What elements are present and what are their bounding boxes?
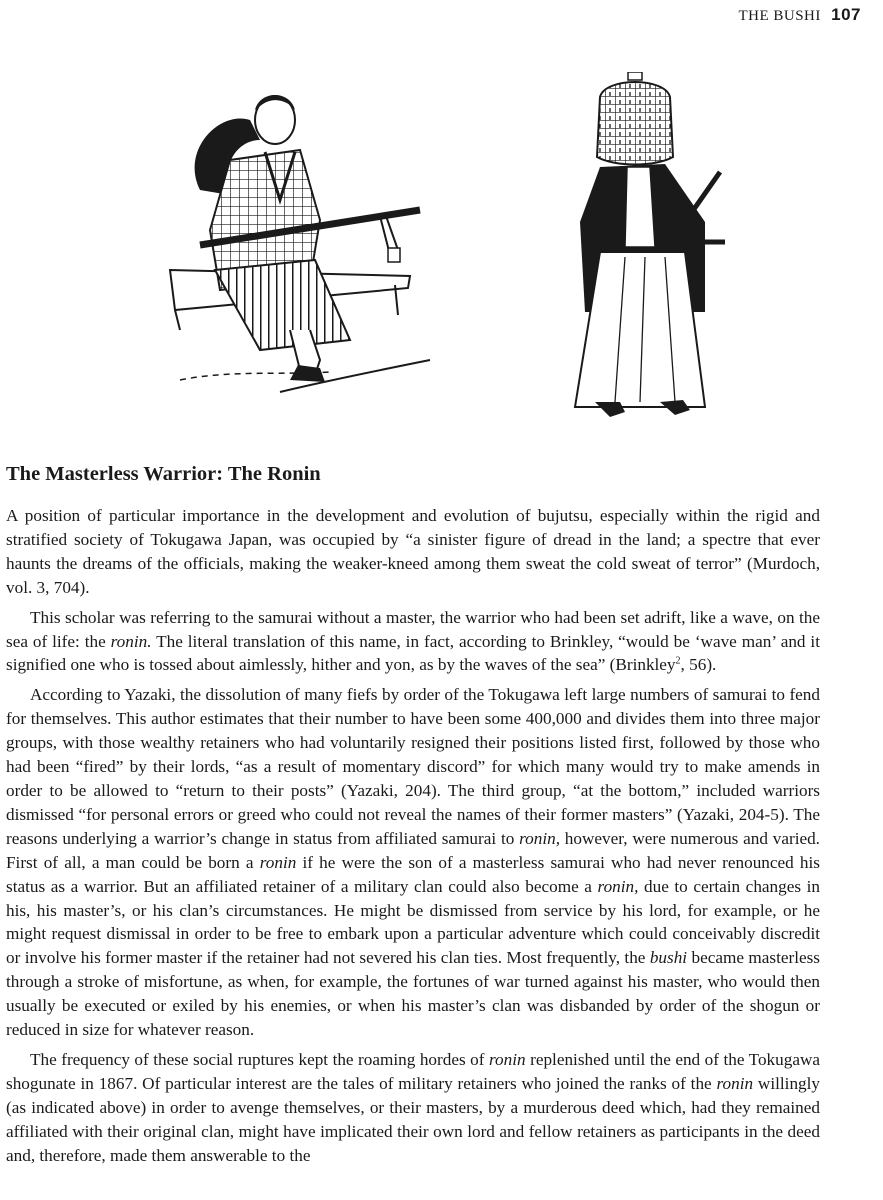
- page-number: 107: [831, 5, 861, 24]
- paragraph-3: According to Yazaki, the dissolution of many fiefs by order of the Tokugawa left large numbers of samurai to fend for themselves. This author estimates that their number to have been some 400,000 and divides them into three major groups, with those wealthy retainers who had voluntarily resigned their positions listed first, followed by those who had been “fired” by their lords, “as a result of momentary discord” for which many would try to make amends in order to be allowed to “return to their posts” (Yazaki, 204). The third group, “at the bottom,” included warriors dismissed “for personal errors or greed who could not reveal the names of their former masters” (Yazaki, 204-5). The reasons underlying a warrior’s change in status from affiliated samurai to ronin, however, were numerous and varied. First of all, a man could be born a ronin if he were the son of a masterless samurai who had never renounced his status as a warrior. But an affiliated retainer of a military clan could also become a ronin, due to certain changes in his, his master’s, or his clan’s circumstances. He might be dismissed from service by his lord, for example, or he might request dismissal in order to be free to embark upon a particular adventure which could conceivably discredit or involve his former master if the retainer had not severed his clan ties. Most frequently, the bushi became masterless through a stroke of misfortune, as when, for example, the fortunes of war turned against his master, who would then usually be executed or exiled by his enemies, or when his master’s clan was disbanded by order of the shogun or reduced in size for whatever reason.: [6, 685, 820, 1040]
- running-head: [738, 5, 861, 25]
- section-title: The Masterless Warrior: The Ronin: [6, 463, 321, 485]
- paragraph-2: This scholar was referring to the samurai without a master, the warrior who had been set adrift, like a wave, on the sea of life: the ronin. The literal translation of this name, in fact, according to Brinkley, “would be ‘wave man’ and it signified one who is tossed about aimlessly, hither and yon, as by the waves of the sea” (Brinkley$^2$, 56).: [6, 607, 820, 675]
- basket-hat-ronin-illustration: [555, 72, 745, 427]
- seated-samurai-illustration: [140, 80, 440, 410]
- paragraph-1: A position of particular importance in the development and evolution of bujutsu, especially within the rigid and stratified society of Tokugawa Japan, was occupied by “a sinister figure of dread in the land; a spectre that ever haunts the dreams of the officials, making the weaker-kneed among them sweat the cold sweat of terror” (Murdoch, vol. 3, 704).: [6, 506, 820, 597]
- running-title: THE BUSHI: [738, 8, 821, 24]
- body-text: [6, 504, 820, 1173]
- paragraph-4: The frequency of these social ruptures kept the roaming hordes of ronin replenished until the end of the Tokugawa shogunate in 1867. Of particular interest are the tales of military retainers who joined the ranks of the ronin willingly (as indicated above) in order to avenge themselves, or their masters, by a murderous deed which, had they remained affiliated with their original clan, might have implicated their own lord and fellow retainers as participants in the deed and, therefore, made them answerable to the: [6, 1049, 820, 1165]
